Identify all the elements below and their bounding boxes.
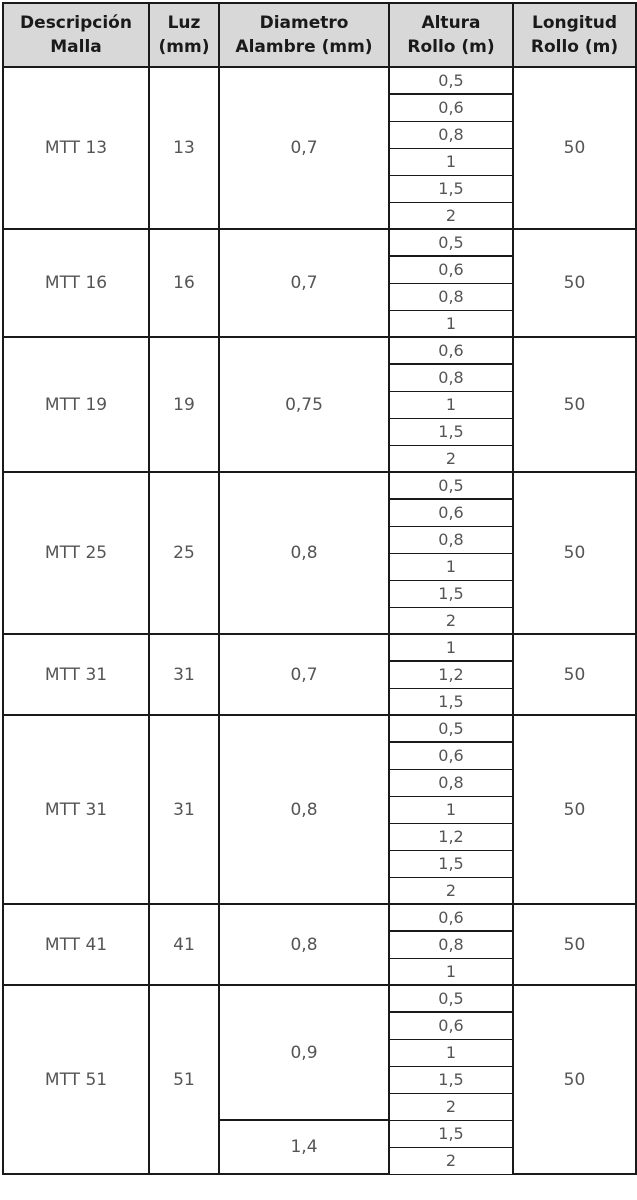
table-header — [3, 3, 636, 67]
cell-longitud: 50 — [513, 337, 636, 472]
header-line: (mm) — [158, 37, 210, 57]
cell-altura: 0,6 — [389, 742, 513, 769]
cell-altura: 2 — [389, 1093, 513, 1120]
cell-diametro: 1,4 — [219, 1120, 389, 1174]
cell-luz: 13 — [149, 67, 219, 229]
table-row — [3, 229, 636, 256]
cell-altura: 2 — [389, 445, 513, 472]
header-line: Descripción — [20, 13, 132, 33]
cell-altura: 1,5 — [389, 1120, 513, 1147]
cell-diametro: 0,75 — [219, 337, 389, 472]
cell-altura: 1 — [389, 310, 513, 337]
cell-descripcion: MTT 19 — [3, 337, 149, 472]
cell-altura: 0,6 — [389, 904, 513, 931]
table-row — [3, 904, 636, 931]
cell-luz: 16 — [149, 229, 219, 337]
cell-altura: 1,2 — [389, 661, 513, 688]
header-altura-rollo — [389, 3, 513, 67]
cell-diametro: 0,8 — [219, 904, 389, 985]
cell-altura: 0,6 — [389, 94, 513, 121]
cell-descripcion: MTT 51 — [3, 985, 149, 1174]
cell-luz: 31 — [149, 634, 219, 715]
cell-altura: 0,8 — [389, 526, 513, 553]
header-luz — [149, 3, 219, 67]
cell-altura: 1,5 — [389, 1066, 513, 1093]
cell-diametro: 0,7 — [219, 634, 389, 715]
header-line: Longitud — [531, 13, 617, 33]
cell-descripcion: MTT 25 — [3, 472, 149, 634]
cell-longitud: 50 — [513, 904, 636, 985]
cell-altura: 1,5 — [389, 688, 513, 715]
header-line: Altura — [421, 13, 481, 33]
table-row — [3, 337, 636, 364]
table-row — [3, 715, 636, 742]
header-row — [3, 3, 636, 67]
cell-longitud: 50 — [513, 67, 636, 229]
cell-altura: 2 — [389, 202, 513, 229]
cell-altura: 2 — [389, 1147, 513, 1174]
header-longitud-rollo — [513, 3, 636, 67]
cell-altura: 1 — [389, 796, 513, 823]
cell-altura: 0,5 — [389, 715, 513, 742]
cell-longitud: 50 — [513, 715, 636, 904]
cell-altura: 0,8 — [389, 364, 513, 391]
cell-altura: 1,5 — [389, 580, 513, 607]
cell-descripcion: MTT 13 — [3, 67, 149, 229]
cell-luz: 19 — [149, 337, 219, 472]
table-body — [3, 67, 636, 1174]
cell-altura: 0,6 — [389, 256, 513, 283]
header-line: Malla — [50, 37, 102, 57]
cell-altura: 1 — [389, 958, 513, 985]
cell-altura: 0,8 — [389, 931, 513, 958]
cell-altura: 1,5 — [389, 418, 513, 445]
table-row — [3, 985, 636, 1012]
cell-altura: 0,8 — [389, 283, 513, 310]
cell-altura: 0,5 — [389, 67, 513, 94]
table-row — [3, 472, 636, 499]
cell-luz: 31 — [149, 715, 219, 904]
table-row — [3, 634, 636, 661]
cell-altura: 0,5 — [389, 472, 513, 499]
mesh-spec-table — [2, 2, 637, 1175]
cell-diametro: 0,8 — [219, 472, 389, 634]
cell-diametro: 0,7 — [219, 229, 389, 337]
cell-altura: 2 — [389, 877, 513, 904]
header-line: Alambre (mm) — [235, 37, 373, 57]
cell-luz: 41 — [149, 904, 219, 985]
cell-altura: 0,5 — [389, 985, 513, 1012]
cell-altura: 0,8 — [389, 121, 513, 148]
cell-altura: 1 — [389, 391, 513, 418]
cell-longitud: 50 — [513, 472, 636, 634]
cell-longitud: 50 — [513, 985, 636, 1174]
cell-longitud: 50 — [513, 634, 636, 715]
header-descripcion-malla — [3, 3, 149, 67]
cell-altura: 1 — [389, 1039, 513, 1066]
cell-descripcion: MTT 16 — [3, 229, 149, 337]
header-line: Diametro — [259, 13, 349, 33]
cell-altura: 1 — [389, 553, 513, 580]
cell-altura: 1 — [389, 148, 513, 175]
cell-luz: 25 — [149, 472, 219, 634]
table-row — [3, 67, 636, 94]
cell-altura: 2 — [389, 607, 513, 634]
cell-altura: 1,5 — [389, 175, 513, 202]
cell-luz: 51 — [149, 985, 219, 1174]
cell-altura: 0,6 — [389, 337, 513, 364]
cell-descripcion: MTT 31 — [3, 634, 149, 715]
cell-diametro: 0,9 — [219, 985, 389, 1120]
header-line: Luz — [167, 13, 201, 33]
cell-diametro: 0,7 — [219, 67, 389, 229]
header-diametro-alambre — [219, 3, 389, 67]
cell-descripcion: MTT 41 — [3, 904, 149, 985]
cell-descripcion: MTT 31 — [3, 715, 149, 904]
cell-altura: 1,2 — [389, 823, 513, 850]
cell-diametro: 0,8 — [219, 715, 389, 904]
cell-altura: 1 — [389, 634, 513, 661]
cell-altura: 0,6 — [389, 1012, 513, 1039]
cell-altura: 1,5 — [389, 850, 513, 877]
cell-altura: 0,8 — [389, 769, 513, 796]
cell-altura: 0,6 — [389, 499, 513, 526]
header-line: Rollo (m) — [530, 37, 619, 57]
cell-longitud: 50 — [513, 229, 636, 337]
cell-altura: 0,5 — [389, 229, 513, 256]
header-line: Rollo (m) — [407, 37, 495, 57]
